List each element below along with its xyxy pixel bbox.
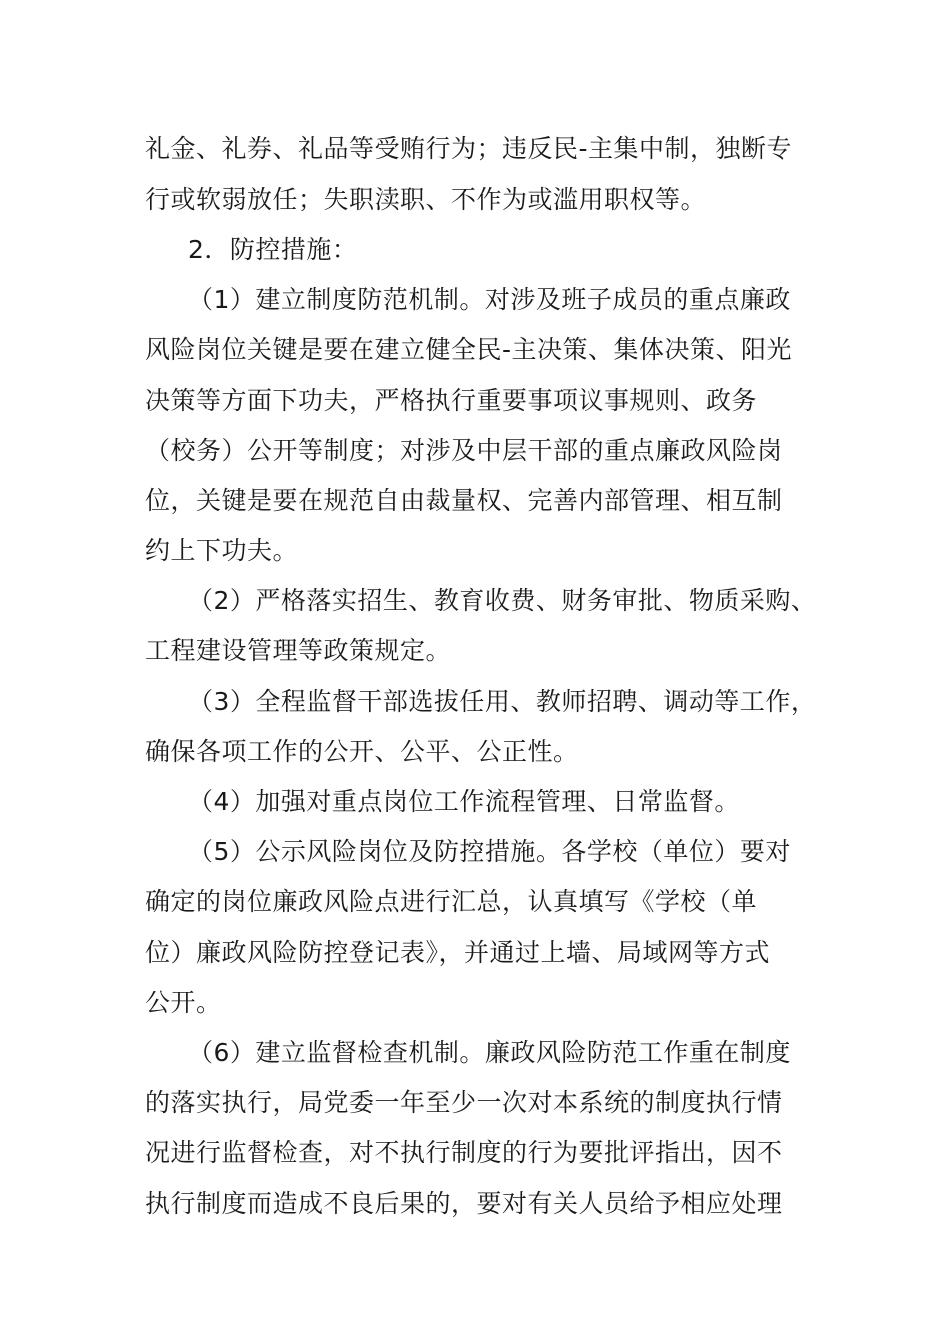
text-line: 的落实执行，局党委一年至少一次对本系统的制度执行情: [145, 1088, 783, 1117]
text-line: 公开。: [145, 988, 222, 1017]
text-line: 决策等方面下功夫，严格执行重要事项议事规则、政务: [145, 386, 758, 415]
text-line: 礼金、礼券、礼品等受贿行为；违反民-主集中制，独断专: [145, 134, 793, 163]
text-line: （3）全程监督干部选拔任用、教师招聘、调动等工作，: [188, 687, 817, 716]
text-line: 况进行监督检查，对不执行制度的行为要批评指出，因不: [145, 1138, 783, 1167]
text-line: （4）加强对重点岗位工作流程管理、日常监督。: [188, 787, 740, 816]
text-line: 约上下功夫。: [145, 536, 299, 565]
text-line: （1）建立制度防范机制。对涉及班子成员的重点廉政: [188, 285, 791, 314]
text-line: 位，关键是要在规范自由裁量权、完善内部管理、相互制: [145, 486, 783, 515]
text-line: （5）公示风险岗位及防控措施。各学校（单位）要对: [188, 837, 791, 866]
text-line: 执行制度而造成不良后果的，要对有关人员给予相应处理: [145, 1189, 783, 1218]
text-line: 工程建设管理等政策规定。: [145, 636, 452, 665]
text-line: 确保各项工作的公开、公平、公正性。: [145, 737, 579, 766]
text-line: 行或软弱放任；失职渎职、不作为或滥用职权等。: [145, 185, 707, 214]
text-line: 确定的岗位廉政风险点进行汇总，认真填写《学校（单: [145, 887, 758, 916]
text-line: （校务）公开等制度；对涉及中层干部的重点廉政风险岗: [145, 436, 783, 465]
text-line: （2）严格落实招生、教育收费、财务审批、物质采购、: [188, 586, 817, 615]
section-heading: 2．防控措施：: [188, 235, 358, 264]
text-line: （6）建立监督检查机制。廉政风险防范工作重在制度: [188, 1038, 791, 1067]
text-line: 位）廉政风险防控登记表》，并通过上墙、局域网等方式: [145, 938, 771, 967]
text-line: 风险岗位关键是要在建立健全民-主决策、集体决策、阳光: [145, 335, 793, 364]
